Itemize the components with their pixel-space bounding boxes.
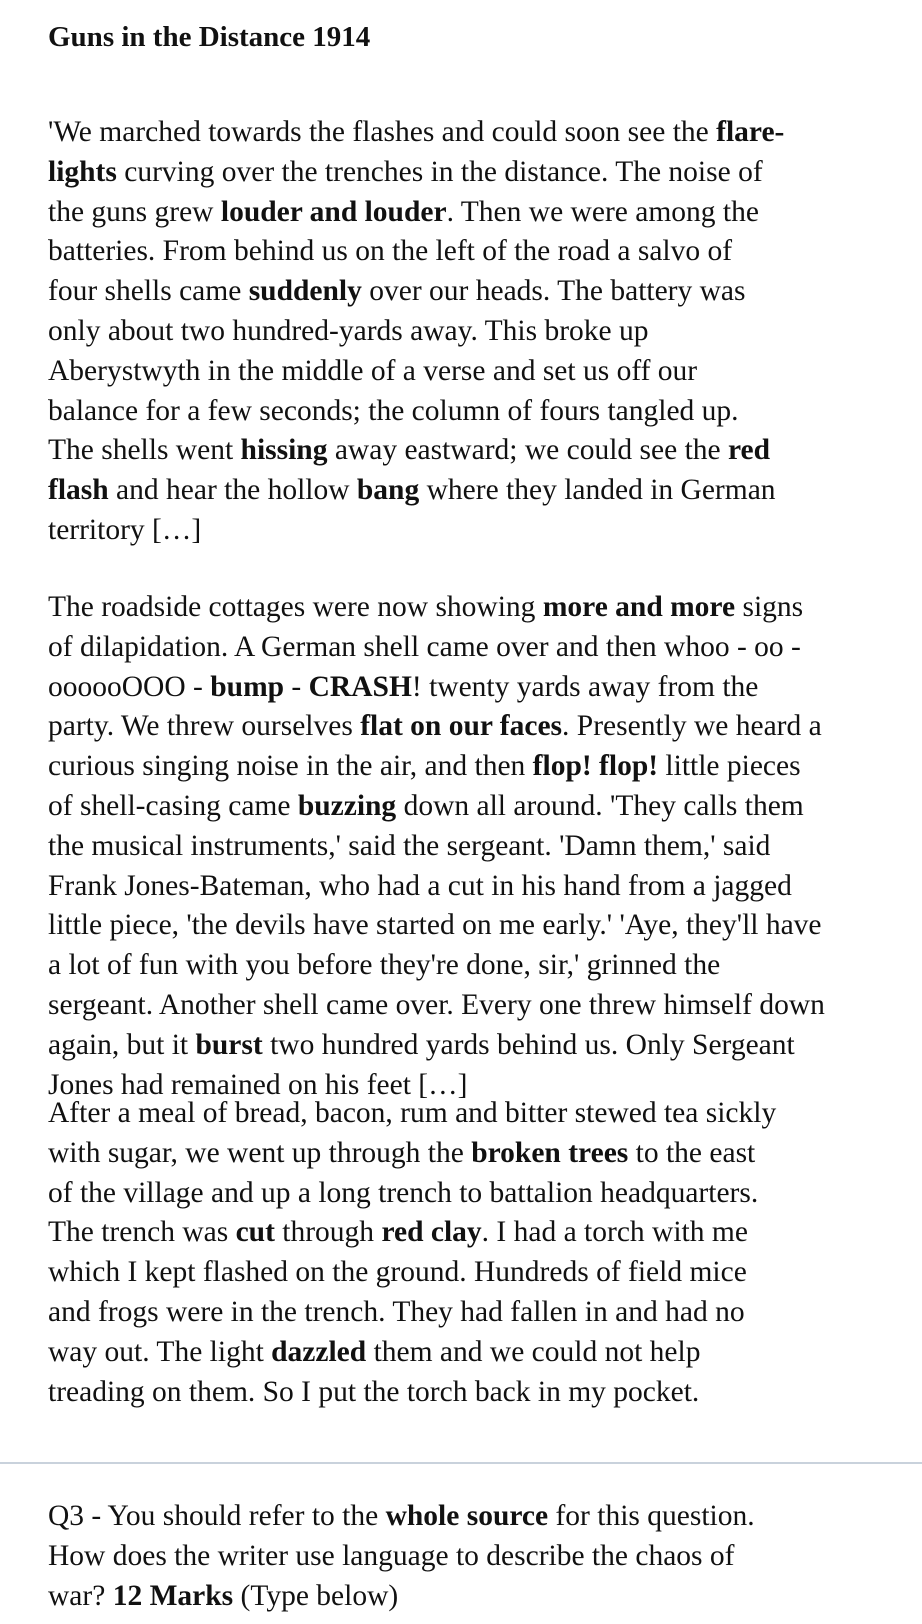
text-run: curving over the trenches in the distance. The noise of bbox=[116, 155, 763, 188]
text-run: of dilapidation. A German shell came over and then whoo - oo - bbox=[48, 630, 801, 663]
source-paragraph-2 bbox=[48, 588, 918, 1105]
bold-phrase: whole source bbox=[385, 1500, 549, 1532]
text-run: a lot of fun with you before they're done, sir,' grinned the bbox=[48, 949, 721, 982]
text-run: Jones had remained on his feet […] bbox=[48, 1068, 468, 1101]
text-line bbox=[48, 946, 918, 986]
text-line bbox=[48, 193, 918, 233]
bold-phrase: hissing bbox=[240, 434, 328, 467]
text-run: the musical instruments,' said the sergeant. 'Damn them,' said bbox=[48, 829, 771, 862]
text-line bbox=[48, 707, 918, 747]
text-run: The shells went bbox=[48, 434, 241, 467]
text-run: which I kept flashed on the ground. Hundreds of field mice bbox=[48, 1256, 747, 1289]
question-q3 bbox=[48, 1497, 918, 1616]
text-run: Frank Jones-Bateman, who had a cut in his hand from a jagged bbox=[48, 869, 792, 902]
text-line bbox=[48, 1134, 918, 1174]
text-run: down all around. 'They calls them bbox=[396, 789, 804, 822]
text-run: of shell-casing came bbox=[48, 789, 298, 822]
bold-phrase: flare- bbox=[716, 116, 785, 148]
text-run: territory […] bbox=[48, 513, 202, 546]
bold-phrase: burst bbox=[195, 1028, 263, 1061]
bold-phrase: red bbox=[728, 434, 771, 467]
text-run: war? bbox=[48, 1579, 113, 1612]
text-run: Q3 - You should refer to the bbox=[48, 1500, 386, 1532]
bold-phrase: buzzing bbox=[297, 789, 397, 822]
text-line bbox=[48, 511, 918, 551]
section-divider bbox=[0, 1462, 922, 1464]
text-line bbox=[48, 1537, 918, 1577]
text-run: - bbox=[284, 670, 309, 703]
text-run: curious singing noise in the air, and then bbox=[48, 750, 533, 783]
text-line bbox=[48, 392, 918, 432]
text-run: through bbox=[274, 1216, 382, 1249]
text-run: way out. The light bbox=[48, 1335, 272, 1368]
text-line bbox=[48, 827, 918, 867]
text-run: Aberystwyth in the middle of a verse and set us off our bbox=[48, 354, 698, 387]
text-run: After a meal of bread, bacon, rum and bitter stewed tea sickly bbox=[48, 1097, 777, 1129]
text-line bbox=[48, 1174, 918, 1214]
text-line bbox=[48, 113, 918, 153]
text-run: treading on them. So I put the torch back in my pocket. bbox=[48, 1375, 700, 1408]
bold-phrase: broken trees bbox=[471, 1136, 629, 1169]
text-line bbox=[48, 352, 918, 392]
text-run: two hundred yards behind us. Only Sergeant bbox=[262, 1028, 795, 1061]
bold-phrase: louder and louder bbox=[220, 195, 447, 228]
text-run: to the east bbox=[628, 1136, 756, 1169]
text-run: 'We marched towards the flashes and could soon see the bbox=[48, 116, 717, 148]
text-run: signs bbox=[735, 591, 804, 623]
text-run: The roadside cottages were now showing bbox=[48, 591, 543, 623]
text-line bbox=[48, 1333, 918, 1373]
bold-phrase: cut bbox=[235, 1216, 275, 1249]
bold-phrase: 12 Marks bbox=[112, 1579, 234, 1612]
text-line bbox=[48, 232, 918, 272]
text-line bbox=[48, 1094, 918, 1134]
text-run: How does the writer use language to describe the chaos of bbox=[48, 1539, 735, 1572]
text-run: again, but it bbox=[48, 1028, 196, 1061]
bold-phrase: flat on our faces bbox=[360, 710, 563, 743]
text-line bbox=[48, 867, 918, 907]
text-run: batteries. From behind us on the left of the road a salvo of bbox=[48, 235, 733, 268]
text-run: with sugar, we went up through the bbox=[48, 1136, 472, 1169]
text-line bbox=[48, 1497, 918, 1537]
text-run: where they landed in German bbox=[419, 474, 776, 507]
text-line bbox=[48, 787, 918, 827]
source-paragraph-1 bbox=[48, 113, 918, 551]
text-run: (Type below) bbox=[233, 1579, 399, 1612]
bold-phrase: dazzled bbox=[271, 1335, 367, 1368]
text-run: ! twenty yards away from the bbox=[411, 670, 759, 703]
text-run: party. We threw ourselves bbox=[48, 710, 361, 743]
text-run: for this question. bbox=[548, 1500, 755, 1532]
text-line bbox=[48, 312, 918, 352]
text-line bbox=[48, 1293, 918, 1333]
text-line bbox=[48, 431, 918, 471]
text-run: little pieces bbox=[658, 750, 801, 783]
bold-phrase: flash bbox=[48, 474, 109, 507]
text-run: them and we could not help bbox=[366, 1335, 701, 1368]
text-run: over our heads. The battery was bbox=[361, 275, 746, 308]
text-run: of the village and up a long trench to battalion headquarters. bbox=[48, 1176, 759, 1209]
text-run: and frogs were in the trench. They had fallen in and had no bbox=[48, 1295, 745, 1328]
text-line bbox=[48, 906, 918, 946]
bold-phrase: suddenly bbox=[248, 275, 362, 308]
text-run: away eastward; we could see the bbox=[327, 434, 728, 467]
text-run: . I had a torch with me bbox=[481, 1216, 748, 1249]
text-run: four shells came bbox=[48, 275, 249, 308]
text-line bbox=[48, 471, 918, 511]
text-line bbox=[48, 153, 918, 193]
text-run: the guns grew bbox=[48, 195, 221, 228]
bold-phrase: bump bbox=[210, 670, 285, 703]
text-line bbox=[48, 747, 918, 787]
text-line bbox=[48, 1373, 918, 1413]
text-run: The trench was bbox=[48, 1216, 236, 1249]
text-run: . Presently we heard a bbox=[562, 710, 822, 743]
bold-phrase: more and more bbox=[542, 591, 736, 623]
source-paragraph-3 bbox=[48, 1094, 918, 1412]
text-run: sergeant. Another shell came over. Every one threw himself down bbox=[48, 988, 825, 1021]
bold-phrase: bang bbox=[356, 474, 420, 507]
bold-phrase: CRASH bbox=[308, 670, 412, 703]
text-run: oooooOOO - bbox=[48, 670, 211, 703]
text-run: and hear the hollow bbox=[108, 474, 357, 507]
text-line bbox=[48, 1213, 918, 1253]
text-line bbox=[48, 628, 918, 668]
text-run: balance for a few seconds; the column of fours tangled up. bbox=[48, 394, 739, 427]
document-title: Guns in the Distance 1914 bbox=[48, 21, 371, 53]
text-run: only about two hundred-yards away. This broke up bbox=[48, 314, 649, 347]
text-line bbox=[48, 1577, 918, 1617]
bold-phrase: red clay bbox=[381, 1216, 482, 1249]
text-line bbox=[48, 1026, 918, 1066]
bold-phrase: flop! flop! bbox=[532, 750, 659, 783]
bold-phrase: lights bbox=[48, 155, 117, 188]
text-line bbox=[48, 668, 918, 708]
text-line bbox=[48, 1253, 918, 1293]
text-line bbox=[48, 986, 918, 1026]
text-run: . Then we were among the bbox=[446, 195, 759, 228]
text-line bbox=[48, 588, 918, 628]
text-line bbox=[48, 272, 918, 312]
text-run: little piece, 'the devils have started on me early.' 'Aye, they'll have bbox=[48, 909, 822, 942]
